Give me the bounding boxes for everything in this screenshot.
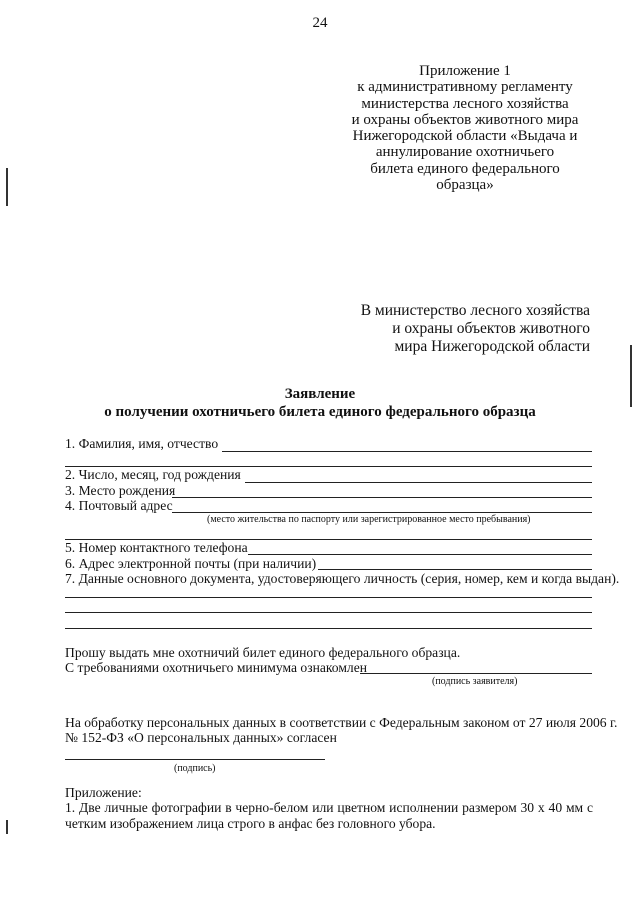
attachment-item: 1. Две личные фотографии в черно-белом или цветном исполнении размером 30 х 40 мм с bbox=[65, 800, 593, 815]
request-line: Прошу выдать мне охотничий билет единого федерального образца. bbox=[65, 645, 461, 660]
consent-law-line: № 152-ФЗ «О персональных данных» согласен bbox=[65, 730, 337, 745]
scan-edge-mark-left-lower bbox=[6, 820, 8, 834]
fio-input-line[interactable] bbox=[222, 451, 592, 452]
field-label-birth-place: 3. Место рождения bbox=[65, 483, 176, 498]
appendix-line: министерства лесного хозяйства bbox=[361, 95, 569, 112]
attachment-item-continued: четким изображением лица строго в анфас без головного убора. bbox=[65, 816, 436, 831]
addressee-line: и охраны объектов животного bbox=[392, 320, 590, 337]
field-label-postal-address: 4. Почтовый адрес bbox=[65, 498, 173, 513]
consent-signature-line[interactable] bbox=[65, 759, 325, 760]
appendix-line: аннулирование охотничьего bbox=[375, 144, 555, 161]
applicant-signature-hint: (подпись заявителя) bbox=[432, 676, 518, 687]
phone-input-line[interactable] bbox=[248, 554, 592, 555]
acknowledgement-line: С требованиями охотничьего минимума ознакомлен bbox=[65, 660, 368, 675]
consent-signature-hint: (подпись) bbox=[174, 763, 216, 774]
document-input-line-3[interactable] bbox=[65, 628, 592, 629]
scan-edge-mark-left bbox=[6, 168, 8, 206]
document-input-line-1[interactable] bbox=[65, 597, 592, 598]
appendix-block bbox=[330, 63, 600, 193]
addressee-line: В министерство лесного хозяйства bbox=[360, 302, 590, 319]
appendix-line: билета единого федерального bbox=[370, 160, 560, 177]
field-label-birth-date: 2. Число, месяц, год рождения bbox=[65, 467, 241, 482]
address-hint: (место жительства по паспорту или зарегистрированное место пребывания) bbox=[207, 514, 531, 525]
postal-address-input-line[interactable] bbox=[172, 512, 592, 513]
attachment-heading: Приложение: bbox=[65, 785, 142, 800]
consent-line: На обработку персональных данных в соответствии с Федеральным законом от 27 июля 2006 г. bbox=[65, 715, 618, 730]
appendix-line: образца» bbox=[436, 177, 494, 194]
appendix-line: и охраны объектов животного мира bbox=[351, 111, 579, 128]
field-label-email: 6. Адрес электронной почты (при наличии) bbox=[65, 556, 317, 571]
birth-date-input-line[interactable] bbox=[245, 482, 592, 483]
addressee-block bbox=[300, 302, 590, 356]
document-title: Заявление bbox=[284, 386, 356, 402]
appendix-line: к административному регламенту bbox=[357, 79, 573, 96]
birth-place-input-line[interactable] bbox=[172, 497, 592, 498]
document-subtitle: о получении охотничьего билета единого федерального образца bbox=[104, 404, 536, 420]
field-label-document: 7. Данные основного документа, удостоверяющего личность (серия, номер, кем и когда выдан). bbox=[65, 571, 620, 586]
page-number: 24 bbox=[312, 15, 328, 31]
appendix-line: Нижегородской области «Выдача и bbox=[352, 128, 578, 145]
email-input-line[interactable] bbox=[318, 569, 592, 570]
addressee-line: мира Нижегородской области bbox=[394, 338, 590, 355]
field-label-phone: 5. Номер контактного телефона bbox=[65, 540, 248, 555]
appendix-line: Приложение 1 bbox=[419, 63, 511, 79]
document-input-line-2[interactable] bbox=[65, 612, 592, 613]
field-label-fio: 1. Фамилия, имя, отчество bbox=[65, 436, 219, 451]
applicant-signature-line[interactable] bbox=[360, 673, 592, 674]
